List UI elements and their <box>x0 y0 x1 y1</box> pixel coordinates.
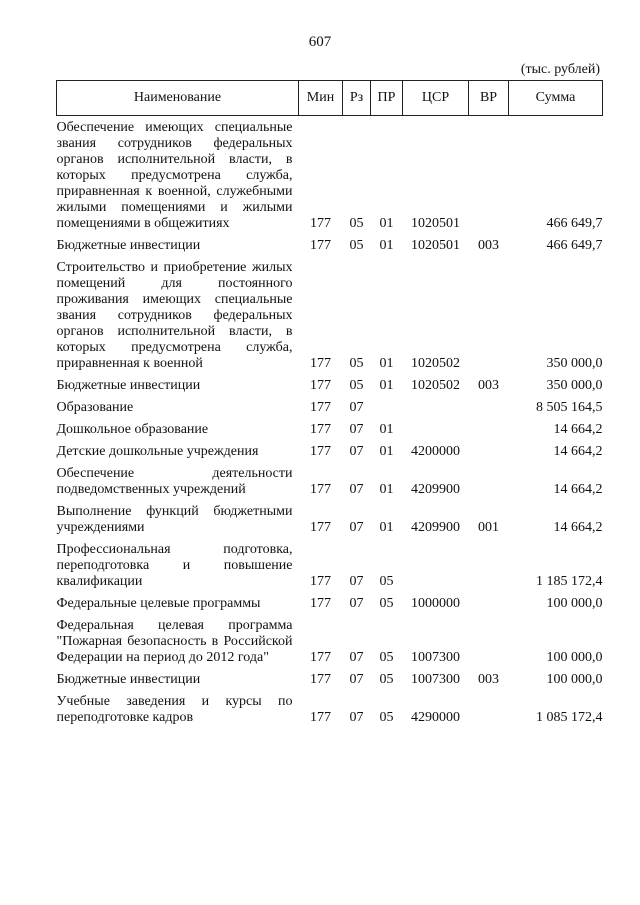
header-sum: Сумма <box>509 81 603 116</box>
row-name: Образование <box>56 400 134 415</box>
row-rz: 07 <box>349 400 364 415</box>
row-min: 177 <box>310 422 331 437</box>
row-min: 177 <box>310 482 331 497</box>
row-sum: 100 000,0 <box>546 672 603 687</box>
row-rz: 07 <box>349 672 364 687</box>
row-vr <box>469 422 509 444</box>
row-csr: 1007300 <box>411 672 460 687</box>
units-label: (тыс. рублей) <box>520 62 600 77</box>
row-pr: 01 <box>379 520 394 535</box>
table-body <box>57 116 603 733</box>
table-row <box>57 444 603 466</box>
row-csr: 1020501 <box>411 216 460 231</box>
row-rz: 07 <box>349 422 364 437</box>
row-vr <box>469 466 509 504</box>
row-name: Бюджетные инвестиции <box>56 238 201 253</box>
row-vr: 003 <box>478 672 499 687</box>
row-rz: 05 <box>349 356 364 371</box>
row-rz: 05 <box>349 378 364 393</box>
row-pr <box>371 400 403 422</box>
row-pr: 01 <box>379 216 394 231</box>
row-name: Федеральные целевые программы <box>56 596 261 611</box>
row-name: Учебные заведения и курсы по переподготовке кадров <box>56 694 293 725</box>
row-rz: 07 <box>349 596 364 611</box>
row-name: Обеспечение деятельности подведомственных учреждений <box>56 466 293 497</box>
row-rz: 07 <box>349 444 364 459</box>
row-name: Выполнение функций бюджетными учреждениями <box>56 504 293 535</box>
header-csr: ЦСР <box>403 81 469 116</box>
table-row <box>57 618 603 672</box>
row-pr: 01 <box>379 422 394 437</box>
row-vr <box>469 400 509 422</box>
row-csr: 4290000 <box>411 710 460 725</box>
row-pr: 05 <box>379 710 394 725</box>
row-name: Обеспечение имеющих специальные звания сотрудников федеральных органов исполнительной власти, в которых предусмотрена служба, приравненная к военной, служебными жилыми помещениями и жилыми помещениями в общежитиях <box>56 120 293 231</box>
row-name: Бюджетные инвестиции <box>56 378 201 393</box>
row-min: 177 <box>310 574 331 589</box>
row-vr <box>469 260 509 378</box>
row-rz: 07 <box>349 710 364 725</box>
row-pr: 01 <box>379 356 394 371</box>
row-sum: 100 000,0 <box>546 650 603 665</box>
row-name: Строительство и приобретение жилых помещений для постоянного проживания имеющих специальные звания сотрудников федеральных органов исполнительной власти, в которых предусмотрена служба, приравненная к военной <box>56 260 293 371</box>
row-vr <box>469 596 509 618</box>
row-csr <box>403 400 469 422</box>
header-rz: Рз <box>343 81 371 116</box>
row-rz: 07 <box>349 574 364 589</box>
row-min: 177 <box>310 650 331 665</box>
row-min: 177 <box>310 444 331 459</box>
table-row <box>57 378 603 400</box>
row-pr: 05 <box>379 574 394 589</box>
row-csr <box>403 542 469 596</box>
table-header-row <box>57 81 603 116</box>
row-sum: 8 505 164,5 <box>536 400 603 415</box>
table-row <box>57 672 603 694</box>
row-rz: 05 <box>349 238 364 253</box>
row-vr <box>469 444 509 466</box>
header-name: Наименование <box>57 81 299 116</box>
table-row <box>57 116 603 239</box>
page-number: 607 <box>308 34 332 50</box>
row-min: 177 <box>310 238 331 253</box>
table-row <box>57 238 603 260</box>
row-min: 177 <box>310 672 331 687</box>
row-min: 177 <box>310 216 331 231</box>
table-row <box>57 504 603 542</box>
row-min: 177 <box>310 710 331 725</box>
row-csr <box>403 422 469 444</box>
table-row <box>57 596 603 618</box>
table-row <box>57 260 603 378</box>
row-vr <box>469 694 509 732</box>
row-min: 177 <box>310 400 331 415</box>
table-row <box>57 694 603 732</box>
table-row <box>57 400 603 422</box>
row-pr: 05 <box>379 650 394 665</box>
row-csr: 1000000 <box>411 596 460 611</box>
row-sum: 14 664,2 <box>553 520 603 535</box>
row-pr: 01 <box>379 238 394 253</box>
row-name: Федеральная целевая программа "Пожарная безопасность в Российской Федерации на период до 2012 года" <box>56 618 293 665</box>
budget-table <box>56 80 603 732</box>
row-sum: 350 000,0 <box>546 356 603 371</box>
row-sum: 100 000,0 <box>546 596 603 611</box>
row-pr: 05 <box>379 672 394 687</box>
row-name: Дошкольное образование <box>56 422 209 437</box>
row-rz: 07 <box>349 650 364 665</box>
row-vr: 001 <box>478 520 499 535</box>
row-rz: 05 <box>349 216 364 231</box>
row-sum: 350 000,0 <box>546 378 603 393</box>
row-name: Бюджетные инвестиции <box>56 672 201 687</box>
header-vr: ВР <box>469 81 509 116</box>
row-name: Профессиональная подготовка, переподготовка и повышение квалификации <box>56 542 293 589</box>
header-min: Мин <box>299 81 343 116</box>
row-pr: 01 <box>379 444 394 459</box>
row-pr: 01 <box>379 378 394 393</box>
row-rz: 07 <box>349 520 364 535</box>
row-csr: 1007300 <box>411 650 460 665</box>
table-row <box>57 542 603 596</box>
table-row <box>57 422 603 444</box>
row-sum: 466 649,7 <box>546 238 603 253</box>
table-row <box>57 466 603 504</box>
row-csr: 4200000 <box>411 444 460 459</box>
row-vr: 003 <box>478 378 499 393</box>
row-sum: 1 085 172,4 <box>536 710 603 725</box>
row-vr <box>469 542 509 596</box>
row-csr: 4209900 <box>411 520 460 535</box>
row-sum: 14 664,2 <box>553 482 603 497</box>
row-vr <box>469 116 509 239</box>
row-min: 177 <box>310 356 331 371</box>
row-csr: 1020502 <box>411 378 460 393</box>
row-sum: 466 649,7 <box>546 216 603 231</box>
row-sum: 14 664,2 <box>553 422 603 437</box>
row-pr: 01 <box>379 482 394 497</box>
row-sum: 1 185 172,4 <box>536 574 603 589</box>
row-csr: 1020501 <box>411 238 460 253</box>
row-csr: 1020502 <box>411 356 460 371</box>
row-sum: 14 664,2 <box>553 444 603 459</box>
row-min: 177 <box>310 596 331 611</box>
row-vr: 003 <box>478 238 499 253</box>
row-pr: 05 <box>379 596 394 611</box>
row-rz: 07 <box>349 482 364 497</box>
header-pr: ПР <box>371 81 403 116</box>
row-csr: 4209900 <box>411 482 460 497</box>
row-min: 177 <box>310 378 331 393</box>
row-min: 177 <box>310 520 331 535</box>
row-name: Детские дошкольные учреждения <box>56 444 259 459</box>
row-vr <box>469 618 509 672</box>
